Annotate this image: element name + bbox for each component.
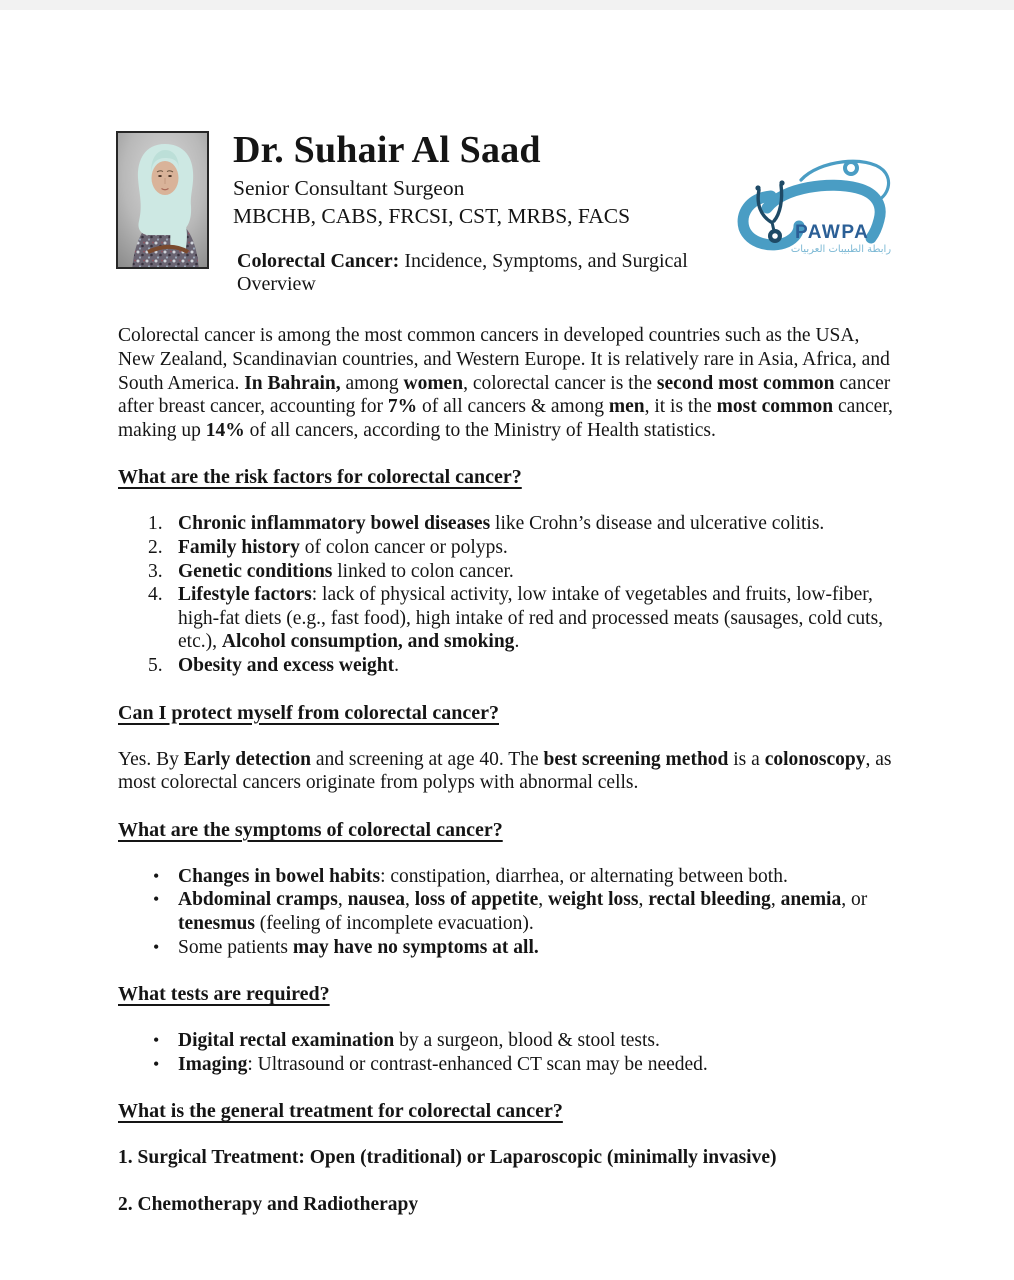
doctor-role: Senior Consultant Surgeon [233, 176, 465, 201]
section-heading-protection-text: Can I protect myself from colorectal cancer? [118, 701, 499, 724]
text-segment: among [340, 372, 404, 394]
text-segment: is a [728, 748, 765, 770]
document-title-lead: Colorectal Cancer: [237, 249, 400, 272]
text-segment: of all cancers, according to the Ministry of Health statistics. [244, 419, 716, 441]
text-segment: , [337, 889, 348, 911]
text-segment-bold: Genetic conditions [178, 560, 333, 582]
text-segment-bold: In Bahrain, [244, 372, 341, 394]
text-segment-bold: nausea [347, 889, 405, 911]
text-segment-bold: Early detection [183, 748, 312, 770]
text-segment-bold: Imaging [178, 1053, 248, 1075]
text-segment: Yes. By [118, 748, 184, 770]
text-segment: Some patients [178, 936, 293, 958]
text-segment: of colon cancer or polyps. [299, 537, 508, 559]
doctor-portrait-image [118, 133, 209, 269]
text-segment-bold: 1. Surgical Treatment: Open (traditional) or Laparoscopic (minimally invasive) [118, 1147, 777, 1169]
text-segment: , or [841, 889, 868, 911]
doctor-credentials: MBCHB, CABS, FRCSI, CST, MRBS, FACS [233, 203, 631, 228]
risk-factor-item [178, 536, 898, 560]
text-segment-bold: Family history [178, 537, 300, 559]
text-segment: linked to colon cancer. [332, 560, 514, 582]
treatment-line-surgical [118, 1146, 898, 1170]
text-segment: . [394, 655, 399, 677]
document-title [237, 250, 702, 297]
text-segment-bold: women [403, 372, 464, 394]
section-heading-risk-factors-text: What are the risk factors for colorectal cancer? [118, 466, 522, 489]
symptom-item [178, 865, 898, 889]
text-segment: , [405, 889, 415, 911]
text-segment: and screening at age 40. The [311, 748, 544, 770]
text-segment: : lack of physical activity, low intake of vegetables and fruits, low-fiber, high-fat diets (e.g., fast food), high intake of red and processed meats (sausages, cold cuts, etc.), [178, 584, 884, 653]
text-segment-bold: weight loss [548, 889, 639, 911]
symptoms-list [118, 865, 898, 959]
text-segment-bold: most common [716, 396, 834, 418]
text-segment-bold: Abdominal cramps [178, 889, 338, 911]
section-heading-tests-text: What tests are required? [118, 983, 330, 1006]
text-segment: , it is the [644, 396, 717, 418]
pawpa-logo [731, 158, 896, 258]
text-segment-bold: Chronic inflammatory bowel diseases [178, 513, 491, 535]
section-heading-symptoms [118, 818, 898, 842]
text-segment-bold: 14% [205, 419, 245, 441]
section-heading-symptoms-text: What are the symptoms of colorectal cancer? [118, 818, 503, 841]
text-segment-bold: men [608, 396, 645, 418]
text-segment: cancer, making up [118, 396, 893, 441]
text-segment-bold: rectal bleeding [648, 889, 771, 911]
text-segment-bold: loss of appetite [414, 889, 539, 911]
section-heading-treatment [118, 1099, 898, 1123]
test-item [178, 1053, 898, 1077]
risk-factor-item [178, 654, 898, 678]
doctor-portrait [116, 131, 209, 269]
text-segment-bold: best screening method [543, 748, 729, 770]
text-segment: Colorectal cancer is among the most common cancers in developed countries such as the USA, New Zealand, Scandinavian countries, and Western Europe. It is relatively rare in Asia, Africa, and South America. [118, 325, 890, 394]
text-segment-bold: Changes in bowel habits [178, 865, 381, 887]
section-heading-protection [118, 701, 898, 725]
risk-factor-item [178, 560, 898, 584]
symptom-item [178, 888, 898, 935]
section-heading-risk-factors [118, 465, 898, 489]
doctor-name: Dr. Suhair Al Saad [233, 129, 541, 171]
logo-arabic-caption: رابطة الطبيبات العربيات [790, 244, 892, 255]
text-segment-bold: 7% [387, 396, 418, 418]
document-page [118, 130, 898, 1217]
test-item [178, 1029, 898, 1053]
logo-orbit-circle [845, 162, 857, 174]
text-segment-bold: Alcohol consumption, and smoking [221, 631, 515, 653]
text-segment-bold: Lifestyle factors [178, 584, 312, 606]
risk-factor-item [178, 583, 898, 654]
tests-list [118, 1029, 898, 1076]
text-segment-bold: Digital rectal examination [178, 1030, 395, 1052]
risk-factors-list [118, 512, 898, 677]
document-title-rest: Incidence, Symptoms, and Surgical Overview [237, 249, 688, 296]
section-heading-treatment-text: What is the general treatment for colorectal cancer? [118, 1100, 563, 1123]
text-segment: of all cancers & among [417, 396, 609, 418]
risk-factor-item [178, 512, 898, 536]
text-segment-bold: may have no symptoms at all. [292, 936, 539, 958]
text-segment: . [514, 631, 520, 653]
logo-wordmark: PAWPA [795, 222, 870, 243]
text-segment: , colorectal cancer is the [463, 372, 657, 394]
text-segment-bold: 2. Chemotherapy and Radiotherapy [118, 1193, 419, 1215]
symptom-item [178, 936, 898, 960]
text-segment-bold: tenesmus [178, 912, 255, 934]
text-segment-bold: Obesity and excess weight [178, 655, 395, 677]
section-heading-tests [118, 982, 898, 1006]
text-segment-bold: anemia [780, 889, 842, 911]
document-header [118, 130, 898, 296]
text-segment: , as most colorectal cancers originate from polyps with abnormal cells. [118, 748, 892, 794]
text-segment: : Ultrasound or contrast-enhanced CT scan may be needed. [247, 1053, 708, 1075]
protection-paragraph [118, 748, 898, 795]
text-segment: , [770, 889, 781, 911]
treatment-line-chemo [118, 1193, 898, 1217]
text-segment: cancer after breast cancer, accounting for [118, 372, 891, 418]
text-segment: , [638, 889, 649, 911]
text-segment-bold: colonoscopy [764, 748, 866, 770]
text-segment: , [538, 889, 548, 911]
pawpa-logo-image [731, 158, 896, 258]
text-segment: (feeling of incomplete evacuation). [254, 912, 534, 934]
text-segment: : constipation, diarrhea, or alternating between both. [380, 865, 788, 887]
text-segment-bold: second most common [656, 372, 835, 394]
text-segment: like Crohn’s disease and ulcerative colitis. [490, 513, 825, 535]
intro-paragraph [118, 324, 898, 442]
text-segment: by a surgeon, blood & stool tests. [394, 1030, 660, 1052]
page-top-strip [0, 0, 1014, 10]
